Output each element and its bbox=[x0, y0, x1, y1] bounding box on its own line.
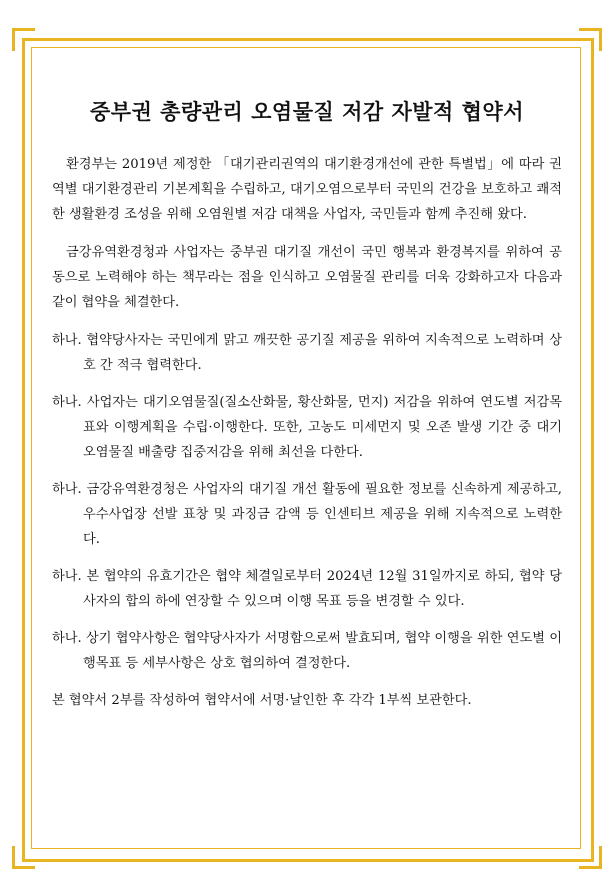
closing-statement: 본 협약서 2부를 작성하여 협약서에 서명·날인한 후 각각 1부씩 보관한다. bbox=[52, 693, 472, 708]
document-title: 중부권 총량관리 오염물질 저감 자발적 협약서 bbox=[90, 99, 524, 124]
corner-ornament-top-right bbox=[579, 28, 602, 51]
agreement-item: 하나. 상기 협약사항은 협약당사자가 서명함으로써 발효되며, 협약 이행을 위한 연도별 이행목표 등 세부사항은 상호 협의하여 결정한다. bbox=[52, 631, 562, 671]
intro-paragraph: 환경부는 2019년 제정한 「대기관리권역의 대기환경개선에 관한 특별법」에 따라 권역별 대기환경관리 기본계획을 수립하고, 대기오염으로부터 국민의 건강을 보호하고 쾌적한 생활환경 조성을 위해 오염원별 저감 대책을 사업자, 국민들과 함께 추진해 왔다. bbox=[52, 157, 562, 222]
agreement-item: 하나. 본 협약의 유효기간은 협약 체결일로부터 2024년 12월 31일까지로 하되, 협약 당사자의 합의 하에 연장할 수 있으며 이행 목표 등을 변경할 수 있다. bbox=[52, 569, 562, 609]
corner-ornament-top-left bbox=[12, 28, 35, 51]
corner-ornament-bottom-left bbox=[12, 846, 35, 869]
agreement-item: 하나. 금강유역환경청은 사업자의 대기질 개선 활동에 필요한 정보를 신속하게 제공하고, 우수사업장 선발 표창 및 과징금 감액 등 인센티브 제공을 위해 지속적으로 노력한다. bbox=[52, 482, 562, 547]
document-body bbox=[52, 152, 562, 713]
agreement-item: 하나. 사업자는 대기오염물질(질소산화물, 황산화물, 먼지) 저감을 위하여 연도별 저감목표와 이행계획을 수립·이행한다. 또한, 고농도 미세먼지 및 오존 발생 기간 중 대기오염물질 배출량 집중저감을 위해 최선을 다한다. bbox=[52, 395, 562, 460]
agreement-paragraph: 금강유역환경청과 사업자는 중부권 대기질 개선이 국민 행복과 환경복지를 위하여 공동으로 노력해야 하는 책무라는 점을 인식하고 오염물질 관리를 더욱 강화하고자 다음과 같이 협약을 체결한다. bbox=[52, 245, 562, 310]
agreement-item: 하나. 협약당사자는 국민에게 맑고 깨끗한 공기질 제공을 위하여 지속적으로 노력하며 상호 간 적극 협력한다. bbox=[52, 333, 562, 373]
corner-ornament-bottom-right bbox=[579, 846, 602, 869]
